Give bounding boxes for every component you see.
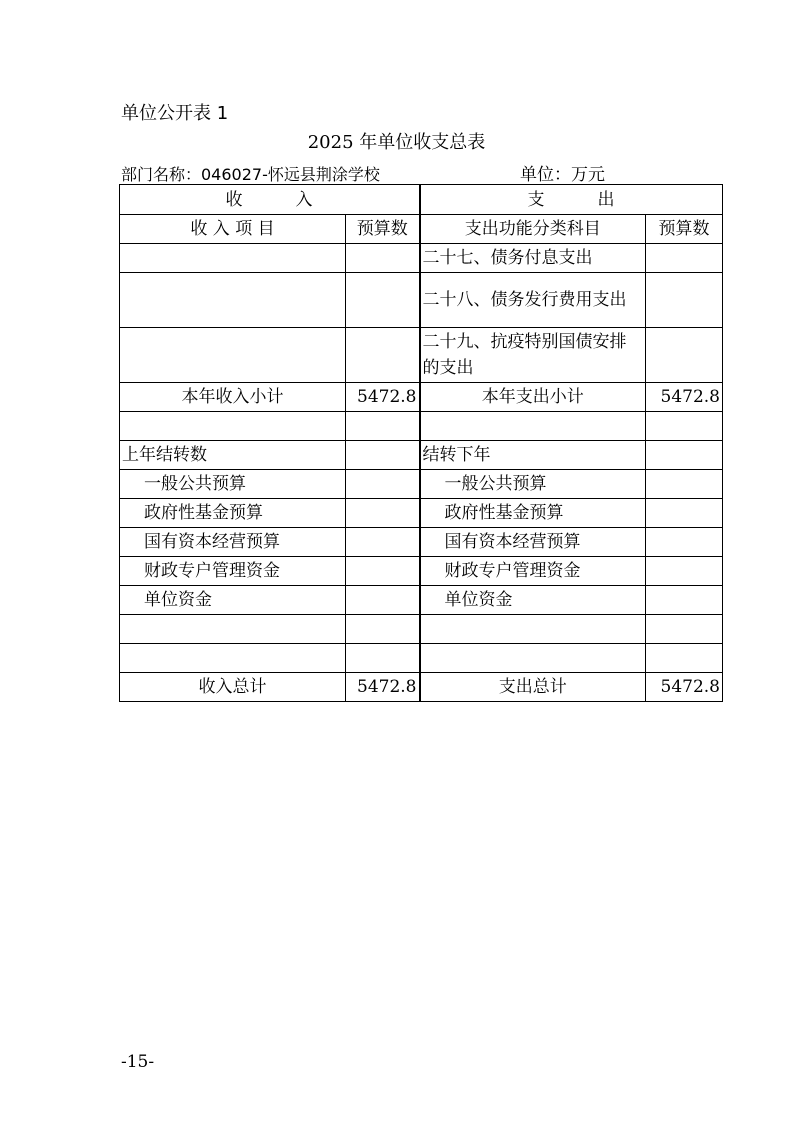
income-budget-header: 预算数 — [346, 215, 420, 244]
empty-row — [120, 615, 723, 644]
income-carry-label: 上年结转数 — [120, 441, 346, 470]
carry-item-row — [120, 528, 723, 557]
expense-budget-header: 预算数 — [646, 215, 723, 244]
expense-total-value: 5472.8 — [646, 673, 723, 702]
income-value — [346, 328, 420, 383]
total-row — [120, 673, 723, 702]
income-label — [120, 328, 346, 383]
income-carry-item: 政府性基金预算 — [120, 499, 346, 528]
expense-value — [646, 273, 723, 328]
expense-total-label: 支出总计 — [420, 673, 646, 702]
carry-item-row — [120, 470, 723, 499]
page-number: -15- — [121, 1052, 155, 1072]
expense-value — [646, 328, 723, 383]
income-value — [346, 244, 420, 273]
expense-label: 二十七、债务付息支出 — [420, 244, 646, 273]
expense-label: 二十八、债务发行费用支出 — [420, 273, 646, 328]
page-title: 2025 年单位收支总表 — [307, 132, 486, 153]
expense-carry-item: 单位资金 — [420, 586, 646, 615]
expense-carry-item: 国有资本经营预算 — [420, 528, 646, 557]
expense-carry-item: 政府性基金预算 — [420, 499, 646, 528]
table-row — [120, 328, 723, 383]
income-subtotal-value: 5472.8 — [346, 383, 420, 412]
income-carry-item: 财政专户管理资金 — [120, 557, 346, 586]
income-carry-item: 国有资本经营预算 — [120, 528, 346, 557]
income-item-header: 收 入 项 目 — [120, 215, 346, 244]
empty-row — [120, 412, 723, 441]
carry-item-row — [120, 586, 723, 615]
expense-subtotal-label: 本年支出小计 — [420, 383, 646, 412]
income-carry-item: 单位资金 — [120, 586, 346, 615]
empty-row — [120, 644, 723, 673]
income-label — [120, 273, 346, 328]
expense-carry-item: 一般公共预算 — [420, 470, 646, 499]
income-total-value: 5472.8 — [346, 673, 420, 702]
expense-label: 二十九、抗疫特别国债安排的支出 — [420, 328, 646, 383]
income-total-label: 收入总计 — [120, 673, 346, 702]
income-label — [120, 244, 346, 273]
department-name: 部门名称：046027-怀远县荆涂学校 — [121, 165, 380, 184]
income-carry-item: 一般公共预算 — [120, 470, 346, 499]
carry-row — [120, 441, 723, 470]
subtotal-row — [120, 383, 723, 412]
table-row — [120, 244, 723, 273]
section-header-row — [120, 185, 723, 215]
expense-section-header: 支 出 — [420, 185, 723, 215]
document-label: 单位公开表 1 — [121, 103, 229, 124]
income-subtotal-label: 本年收入小计 — [120, 383, 346, 412]
carry-item-row — [120, 499, 723, 528]
unit-label: 单位：万元 — [520, 165, 605, 185]
expense-subtotal-value: 5472.8 — [646, 383, 723, 412]
column-header-row — [120, 215, 723, 244]
table-row — [120, 273, 723, 328]
budget-summary-table — [119, 184, 723, 702]
expense-carry-item: 财政专户管理资金 — [420, 557, 646, 586]
carry-item-row — [120, 557, 723, 586]
expense-item-header: 支出功能分类科目 — [420, 215, 646, 244]
income-section-header: 收 入 — [120, 185, 420, 215]
expense-carry-label: 结转下年 — [420, 441, 646, 470]
expense-value — [646, 244, 723, 273]
income-value — [346, 273, 420, 328]
